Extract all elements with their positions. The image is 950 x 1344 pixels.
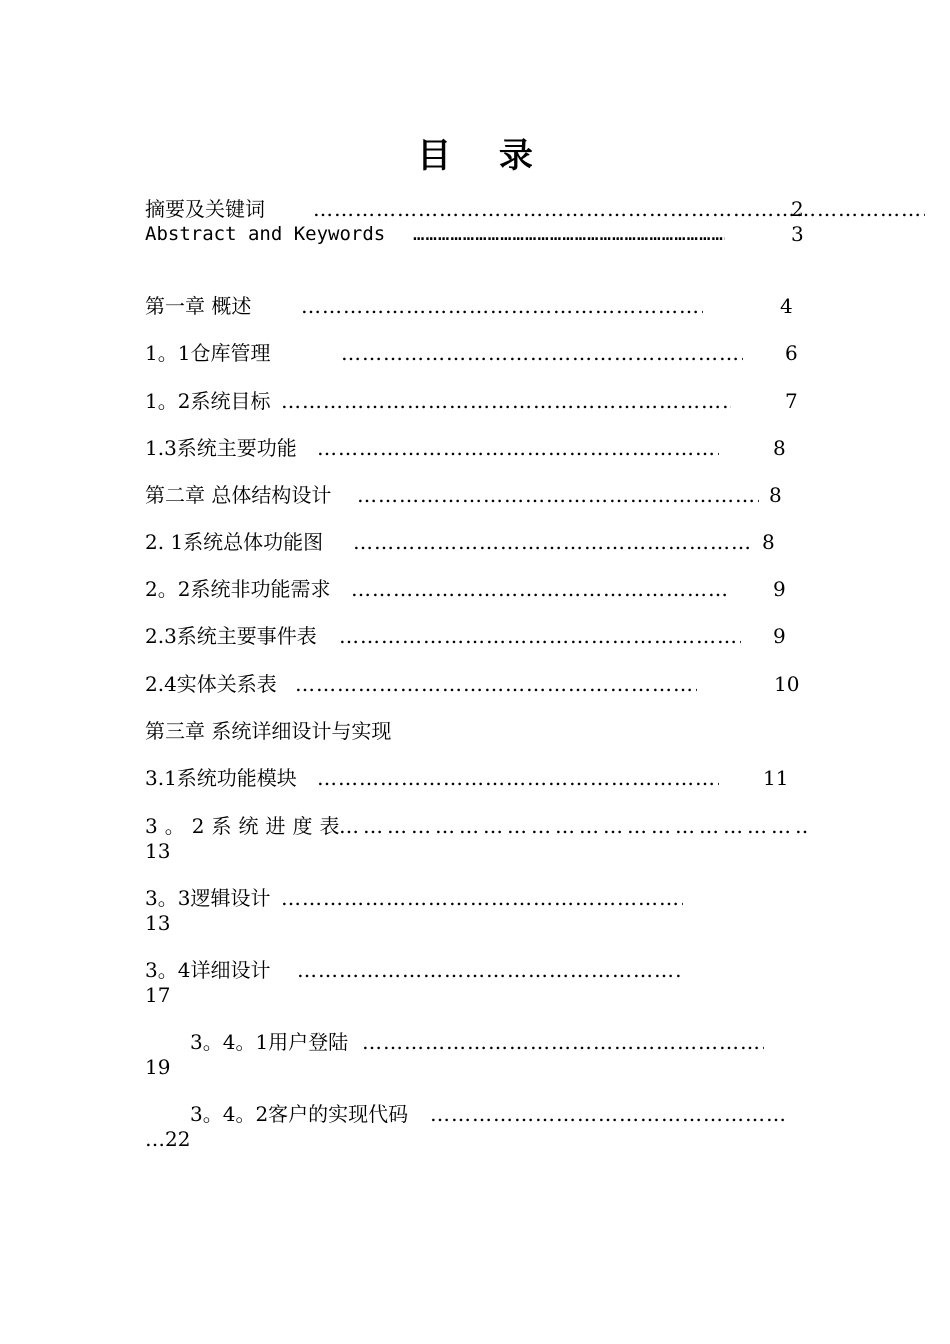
toc-page-number: 3	[791, 222, 804, 246]
toc-page-number: 9	[773, 624, 786, 648]
toc-label: 1.3系统主要功能	[145, 436, 297, 460]
toc-page-number: 4	[780, 294, 793, 318]
toc-entry[interactable]	[145, 577, 330, 601]
toc-label: Abstract and Keywords	[145, 223, 386, 245]
toc-page-number: 7	[785, 389, 798, 413]
leader-dots	[353, 530, 753, 554]
toc-entry[interactable]	[145, 958, 270, 982]
page-title: 目 录	[417, 136, 551, 176]
toc-label: 第三章 系统详细设计与实现	[145, 719, 392, 743]
leader-dots	[339, 814, 807, 838]
toc-label: 2. 1系统总体功能图	[145, 530, 324, 554]
toc-page-number: 10	[774, 672, 800, 696]
toc-page-number: 8	[769, 483, 782, 507]
toc-page-number: …22	[145, 1127, 191, 1151]
toc-page-number: 8	[762, 530, 775, 554]
toc-label: 1。2系统目标	[145, 389, 271, 413]
toc-entry[interactable]	[190, 1030, 348, 1054]
toc-entry[interactable]	[145, 719, 391, 743]
toc-entry[interactable]	[190, 1102, 408, 1126]
toc-entry[interactable]	[145, 197, 265, 221]
toc-entry[interactable]	[145, 389, 270, 413]
toc-label: 3.1系统功能模块	[145, 766, 297, 790]
toc-page-number: 13	[145, 911, 171, 935]
toc-label: 3。4。1用户登陆	[190, 1030, 349, 1054]
toc-label: 3。2系统进度表	[145, 814, 347, 838]
toc-label: 2.3系统主要事件表	[145, 624, 317, 648]
toc-page-number: 13	[145, 839, 171, 863]
toc-entry[interactable]	[145, 886, 270, 910]
toc-label: 2。2系统非功能需求	[145, 577, 331, 601]
toc-entry[interactable]	[145, 294, 251, 318]
toc-page-number: 11	[763, 766, 789, 790]
toc-page-number: 6	[785, 341, 798, 365]
toc-page-number: 17	[145, 983, 171, 1007]
toc-label: 2.4实体关系表	[145, 672, 277, 696]
toc-entry[interactable]	[145, 814, 346, 838]
leader-dots	[357, 483, 759, 507]
leader-dots	[301, 294, 703, 318]
toc-entry[interactable]	[145, 483, 331, 507]
toc-label: 3。4详细设计	[145, 958, 271, 982]
leader-dots	[339, 624, 741, 648]
toc-entry[interactable]	[145, 672, 277, 696]
toc-entry[interactable]	[145, 530, 323, 554]
leader-dots	[317, 766, 719, 790]
toc-label: 第二章 总体结构设计	[145, 483, 332, 507]
toc-page-number: 8	[773, 436, 786, 460]
toc-page-number: 9	[773, 577, 786, 601]
leader-dots	[362, 1030, 764, 1054]
toc-label: 第一章 概述	[145, 294, 252, 318]
toc-entry[interactable]	[145, 624, 317, 648]
leader-dots	[317, 436, 719, 460]
leader-dots	[281, 886, 683, 910]
toc-entry[interactable]	[145, 341, 270, 365]
leader-dots	[341, 341, 743, 365]
toc-label: 摘要及关键词	[145, 197, 265, 221]
toc-entry[interactable]	[145, 222, 385, 246]
leader-dots	[351, 577, 729, 601]
toc-entry[interactable]	[145, 436, 297, 460]
toc-page-number: 19	[145, 1055, 171, 1079]
leader-dots	[297, 958, 683, 982]
leader-dots	[313, 197, 925, 221]
toc-entry[interactable]	[145, 766, 297, 790]
leader-dots	[295, 672, 697, 696]
toc-label: 3。4。2客户的实现代码	[190, 1102, 409, 1126]
leader-dots	[281, 389, 731, 413]
toc-label: 3。3逻辑设计	[145, 886, 271, 910]
leader-dots	[413, 222, 725, 246]
leader-dots	[430, 1102, 786, 1126]
toc-label: 1。1仓库管理	[145, 341, 271, 365]
toc-page-number: 2	[791, 197, 804, 221]
